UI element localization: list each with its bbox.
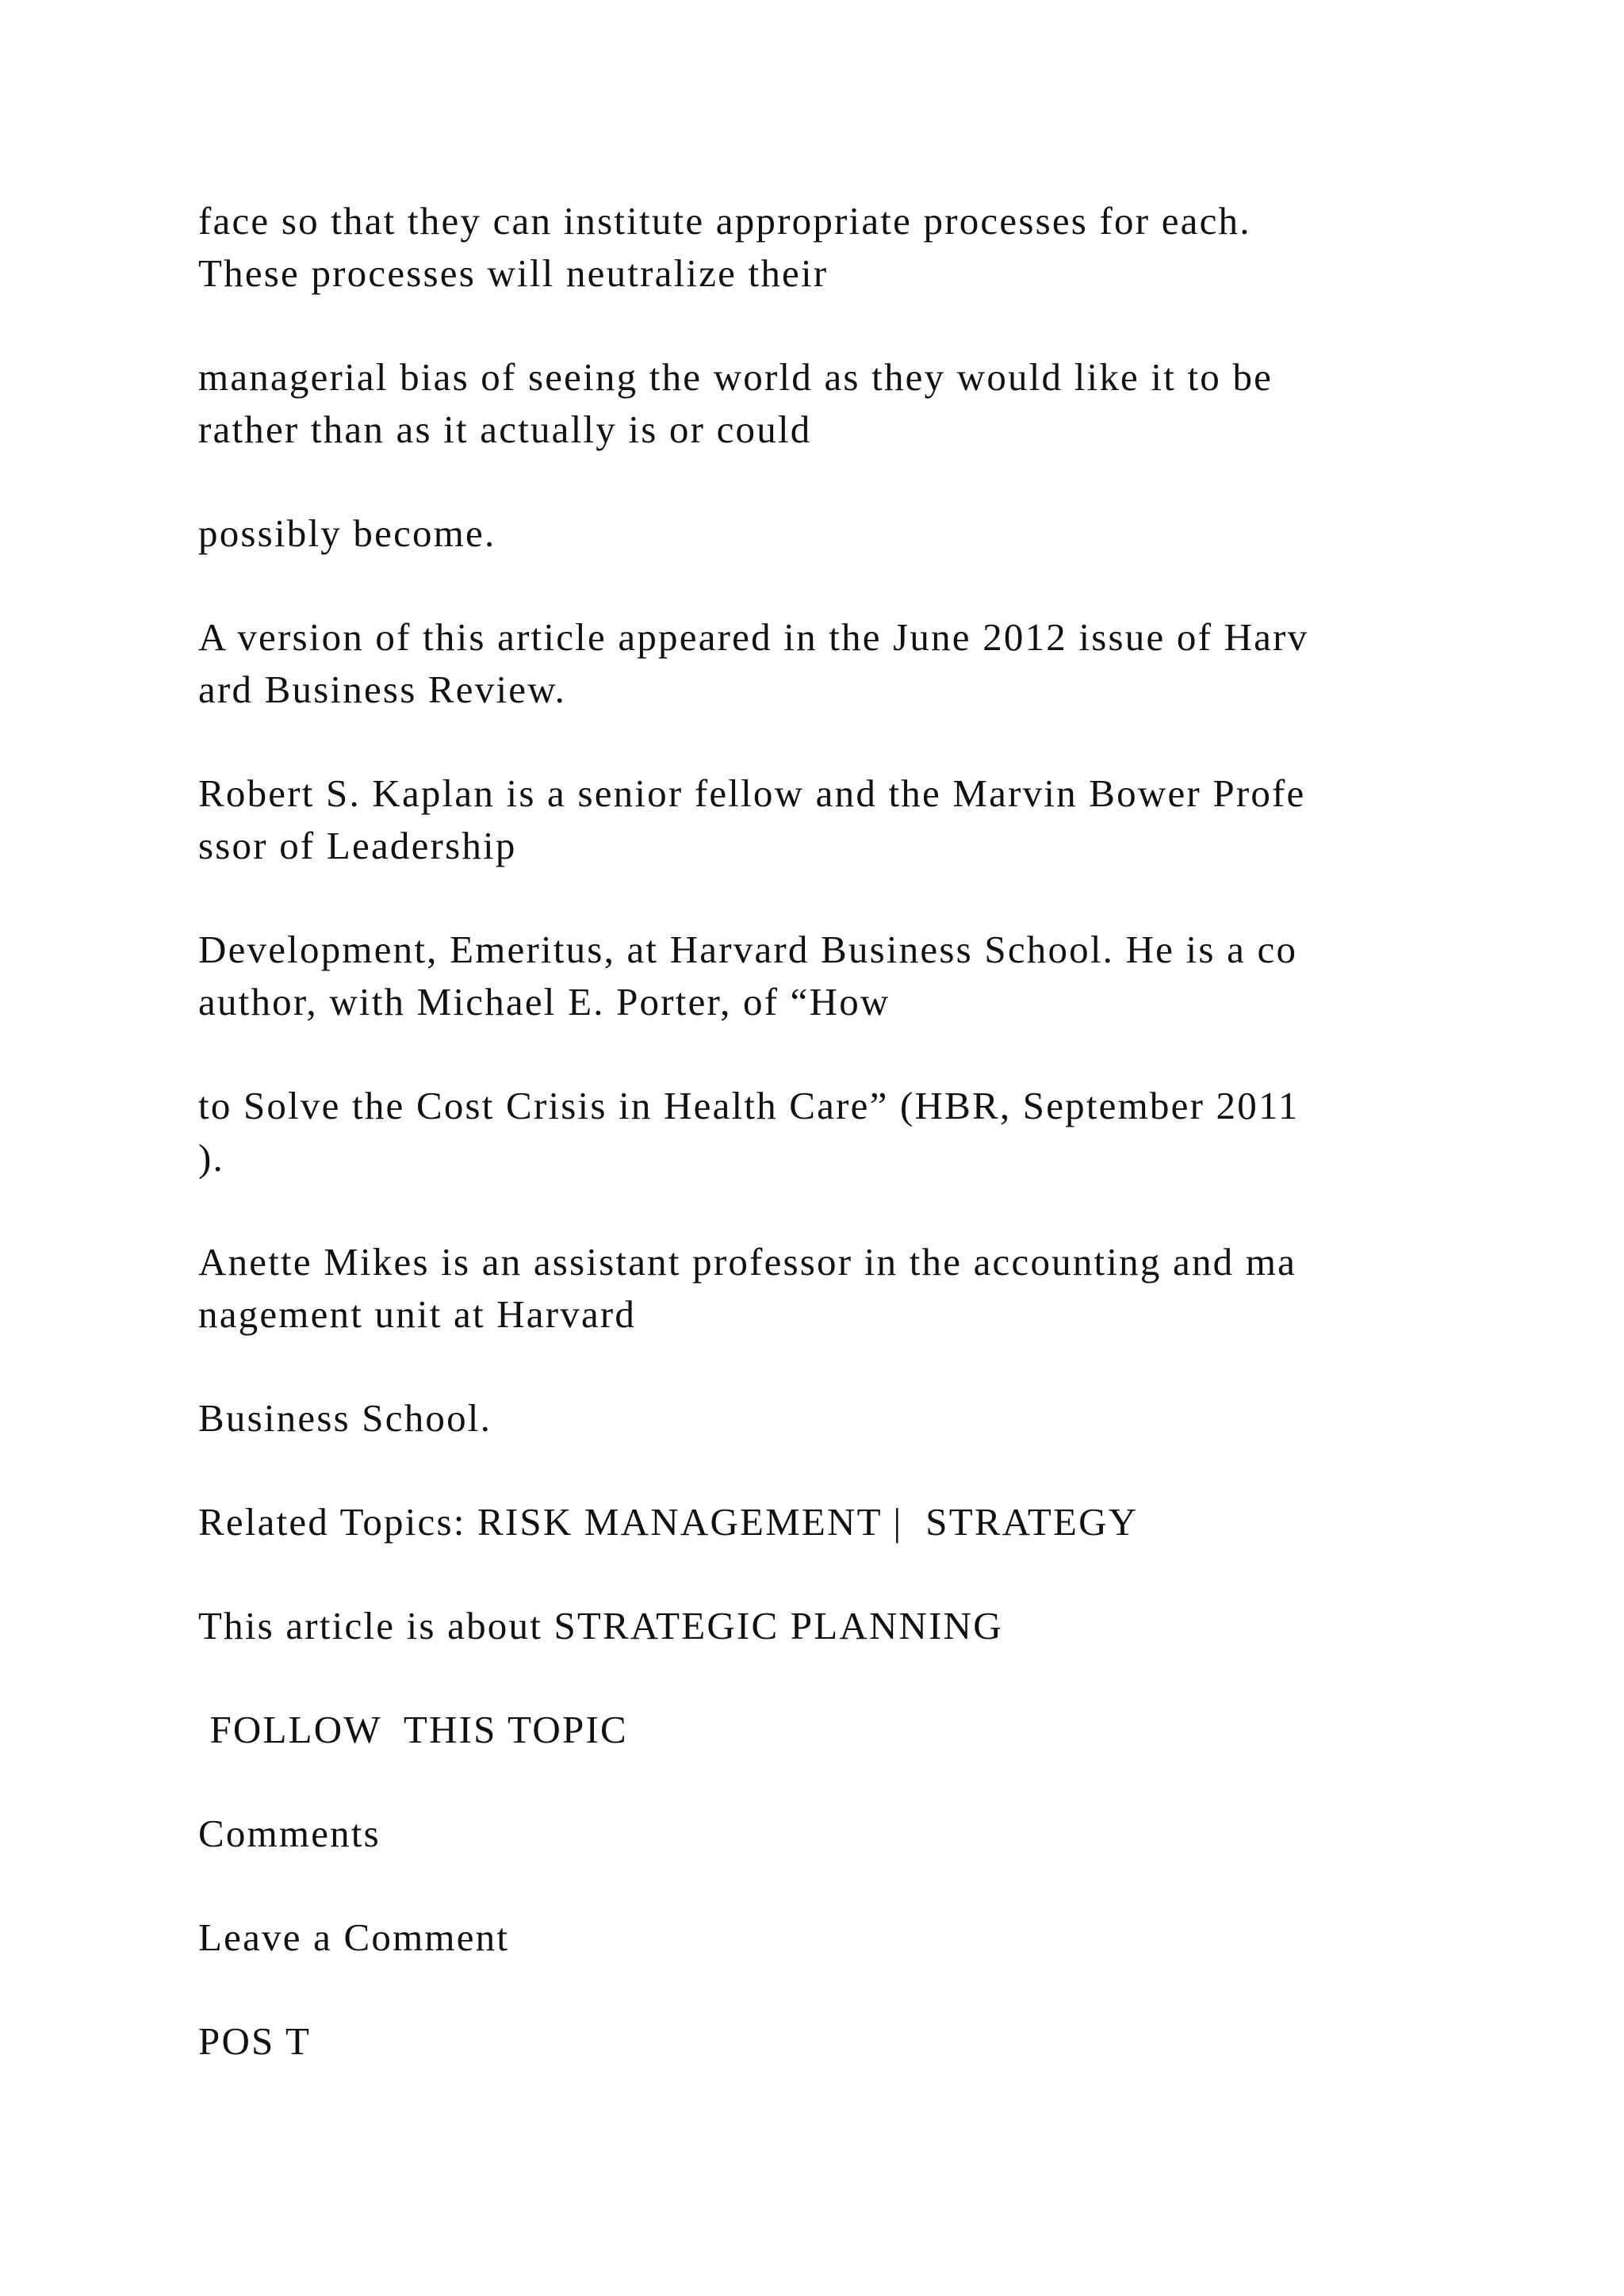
- related-topics: [198, 1496, 1546, 1548]
- text-line: Development, Emeritus, at Harvard Business School. He is a co: [198, 928, 1298, 971]
- text-line: possibly become.: [198, 511, 496, 555]
- paragraph-kaplan-bio-cont: [198, 924, 1546, 1028]
- text-line: Robert S. Kaplan is a senior fellow and the Marvin Bower Profe: [198, 771, 1306, 815]
- text-line: A version of this article appeared in the June 2012 issue of Harv: [198, 615, 1309, 659]
- comments-heading: [198, 1808, 1546, 1860]
- leave-comment-label: [198, 1911, 1546, 1964]
- text-line: managerial bias of seeing the world as they would like it to be: [198, 355, 1274, 399]
- text-line: Business School.: [198, 1396, 492, 1440]
- text-line: nagement unit at Harvard: [198, 1292, 637, 1336]
- paragraph-kaplan-bio: [198, 767, 1546, 872]
- text-line: author, with Michael E. Porter, of “How: [198, 980, 891, 1024]
- paragraph-possibly-become: [198, 507, 1546, 560]
- paragraph-managerial-bias: [198, 351, 1546, 456]
- text-line: Comments: [198, 1812, 381, 1855]
- post-button[interactable]: [198, 2015, 1546, 2068]
- paragraph-business-school: [198, 1392, 1546, 1445]
- text-line: ard Business Review.: [198, 668, 567, 711]
- text-line: face so that they can institute appropriate processes for each.: [198, 199, 1251, 243]
- text-line: POS T: [198, 2019, 312, 2063]
- text-line: This article is about STRATEGIC PLANNING: [198, 1604, 1003, 1647]
- text-line: FOLLOW THIS TOPIC: [198, 1708, 628, 1751]
- paragraph-mikes-bio: [198, 1236, 1546, 1341]
- text-line: ).: [198, 1136, 224, 1180]
- article-topic: [198, 1600, 1546, 1652]
- text-line: Related Topics: RISK MANAGEMENT | STRATEGY: [198, 1500, 1139, 1544]
- paragraph-article-version: [198, 611, 1546, 716]
- text-line: to Solve the Cost Crisis in Health Care” (HBR, September 2011: [198, 1084, 1300, 1127]
- text-line: These processes will neutralize their: [198, 251, 829, 295]
- text-line: Anette Mikes is an assistant professor in the accounting and ma: [198, 1240, 1297, 1284]
- text-line: rather than as it actually is or could: [198, 408, 812, 451]
- text-line: Leave a Comment: [198, 1915, 510, 1959]
- text-line: ssor of Leadership: [198, 824, 517, 867]
- paragraph-cost-crisis: [198, 1080, 1546, 1184]
- paragraph-processes: [198, 195, 1546, 300]
- follow-topic-link[interactable]: [198, 1704, 1546, 1756]
